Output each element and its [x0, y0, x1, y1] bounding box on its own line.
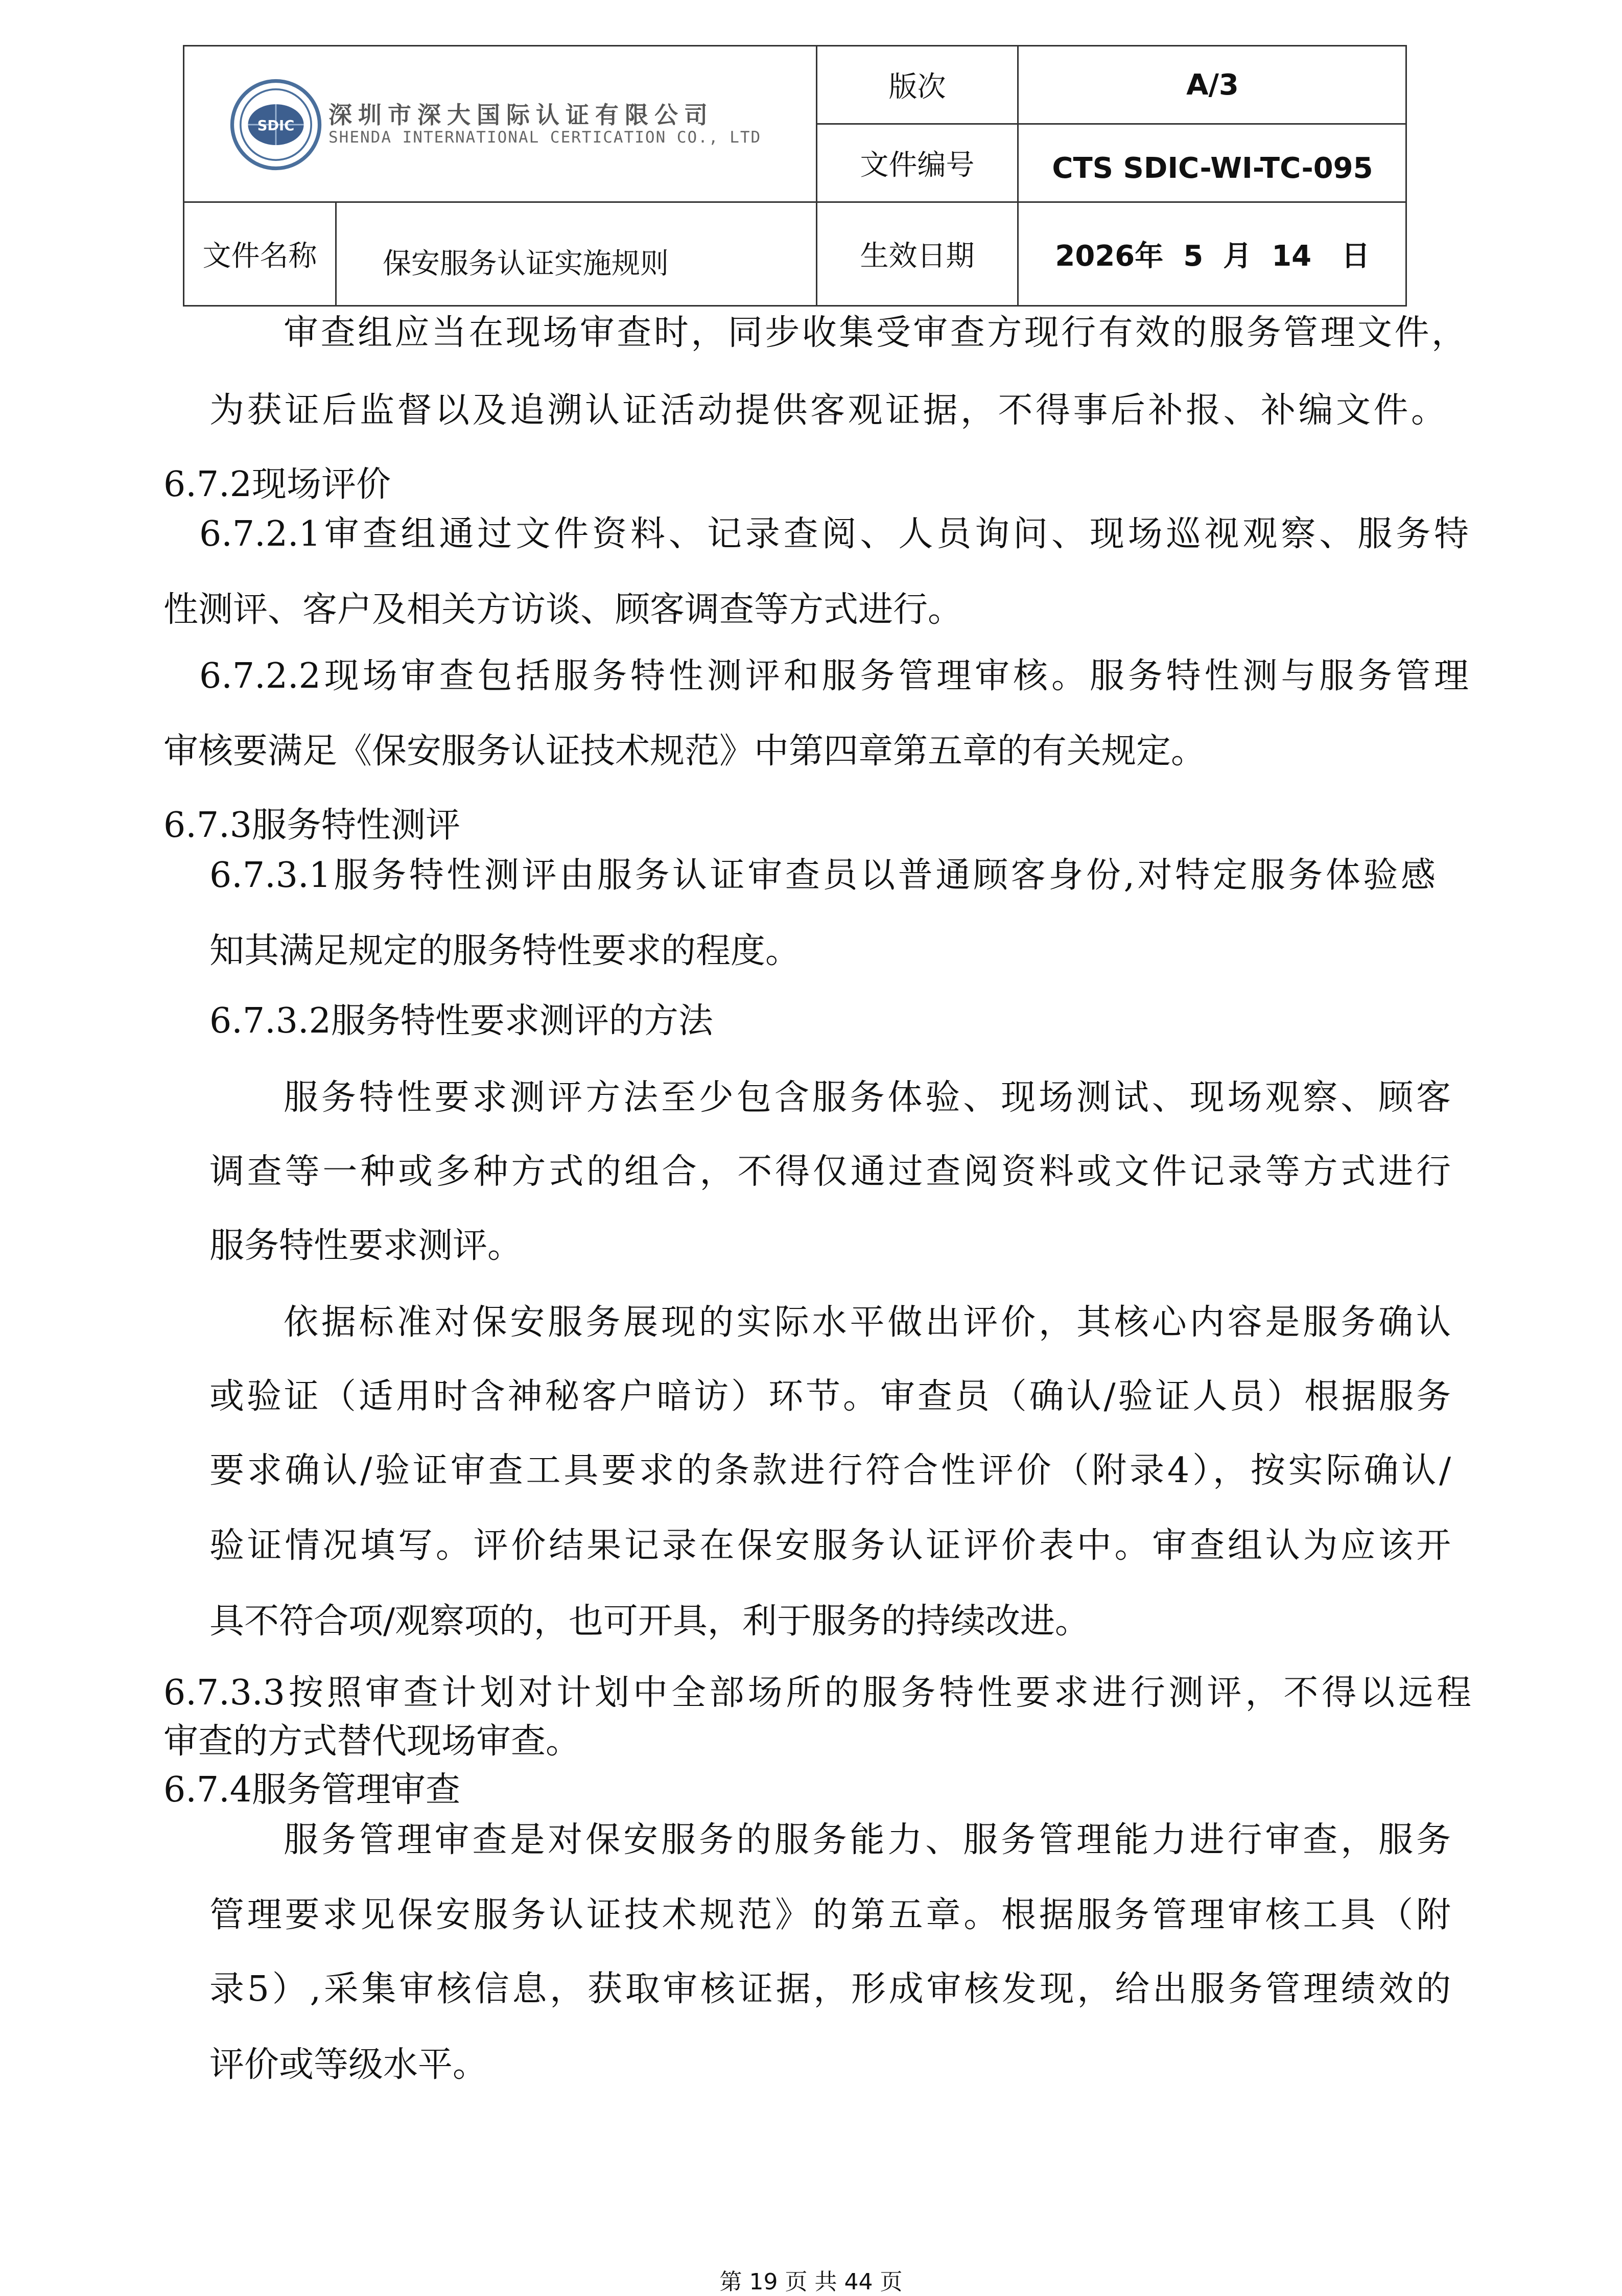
text-line: 管理要求见保安服务认证技术规范》的第五章。根据服务管理审核工具（附	[209, 1895, 1451, 1935]
company-seal-icon	[229, 78, 322, 171]
docno-label: 文件编号	[860, 149, 975, 182]
text-line: 审查组应当在现场审查时，同步收集受审查方现行有效的服务管理文件，	[284, 313, 1466, 353]
text-line: 为获证后监督以及追溯认证活动提供客观证据，不得事后补报、补编文件。	[209, 390, 1446, 431]
text-line: 6.7.2.1审查组通过文件资料、记录查阅、人员询问、现场巡视观察、服务特	[199, 514, 1469, 554]
text-line: 知其满足规定的服务特性要求的程度。	[209, 931, 801, 971]
name-value: 保安服务认证实施规则	[383, 247, 669, 280]
text-line: 6.7.3.3按照审查计划对计划中全部场所的服务特性要求进行测评，不得以远程	[163, 1673, 1471, 1713]
section-heading: 6.7.2现场评价	[163, 464, 391, 505]
text-line: 具不符合项/观察项的，也可开具，利于服务的持续改进。	[209, 1601, 1090, 1642]
text-line: 或验证（适用时含神秘客户暗访）环节。审查员（确认/验证人员）根据服务	[209, 1376, 1451, 1417]
text-line: 要求确认/验证审查工具要求的条款进行符合性评价（附录4），按实际确认/	[209, 1450, 1451, 1491]
date-label: 生效日期	[860, 240, 975, 273]
text-line: 录5）,采集审核信息，获取审核证据，形成审核发现，给出服务管理绩效的	[209, 1969, 1451, 2009]
svg-text:SDIC: SDIC	[257, 118, 295, 134]
document-header-table	[183, 45, 1407, 307]
text-line: 审查的方式替代现场审查。	[163, 1721, 581, 1762]
text-line: 6.7.2.2现场审查包括服务特性测评和服务管理审核。服务特性测与服务管理	[199, 656, 1469, 696]
text-line: 审核要满足《保安服务认证技术规范》中第四章第五章的有关规定。	[163, 731, 1206, 771]
text-line: 性测评、客户及相关方访谈、顾客调查等方式进行。	[163, 590, 963, 630]
text-line: 6.7.3.1服务特性测评由服务认证审查员以普通顾客身份,对特定服务体验感	[209, 855, 1436, 896]
text-line: 评价或等级水平。	[209, 2045, 488, 2085]
version-value: A/3	[1186, 68, 1239, 102]
section-heading: 6.7.4服务管理审查	[163, 1770, 461, 1810]
date-value: 2026年 5 月 14 日	[1055, 240, 1370, 273]
text-line: 依据标准对保安服务展现的实际水平做出评价，其核心内容是服务确认	[284, 1302, 1451, 1343]
company-name-cn: 深圳市深大国际认证有限公司	[328, 101, 714, 129]
subsection-heading: 6.7.3.2服务特性要求测评的方法	[209, 1001, 713, 1041]
text-line: 服务管理审查是对保安服务的服务能力、服务管理能力进行审查，服务	[284, 1820, 1451, 1860]
section-heading: 6.7.3服务特性测评	[163, 805, 461, 846]
text-line: 调查等一种或多种方式的组合，不得仅通过查阅资料或文件记录等方式进行	[209, 1152, 1451, 1192]
docno-value: CTS SDIC-WI-TC-095	[1052, 151, 1373, 185]
text-line: 验证情况填写。评价结果记录在保安服务认证评价表中。审查组认为应该开	[209, 1526, 1451, 1566]
company-name-en: SHENDA INTERNATIONAL CERTICATION CO., LTD	[328, 128, 762, 147]
text-line: 服务特性要求测评。	[209, 1226, 523, 1266]
company-logo	[184, 46, 816, 201]
text-line: 服务特性要求测评方法至少包含服务体验、现场测试、现场观察、顾客	[284, 1077, 1451, 1118]
page-number: 第 19 页 共 44 页	[719, 2269, 903, 2295]
name-label: 文件名称	[202, 240, 317, 273]
version-label: 版次	[888, 71, 946, 104]
